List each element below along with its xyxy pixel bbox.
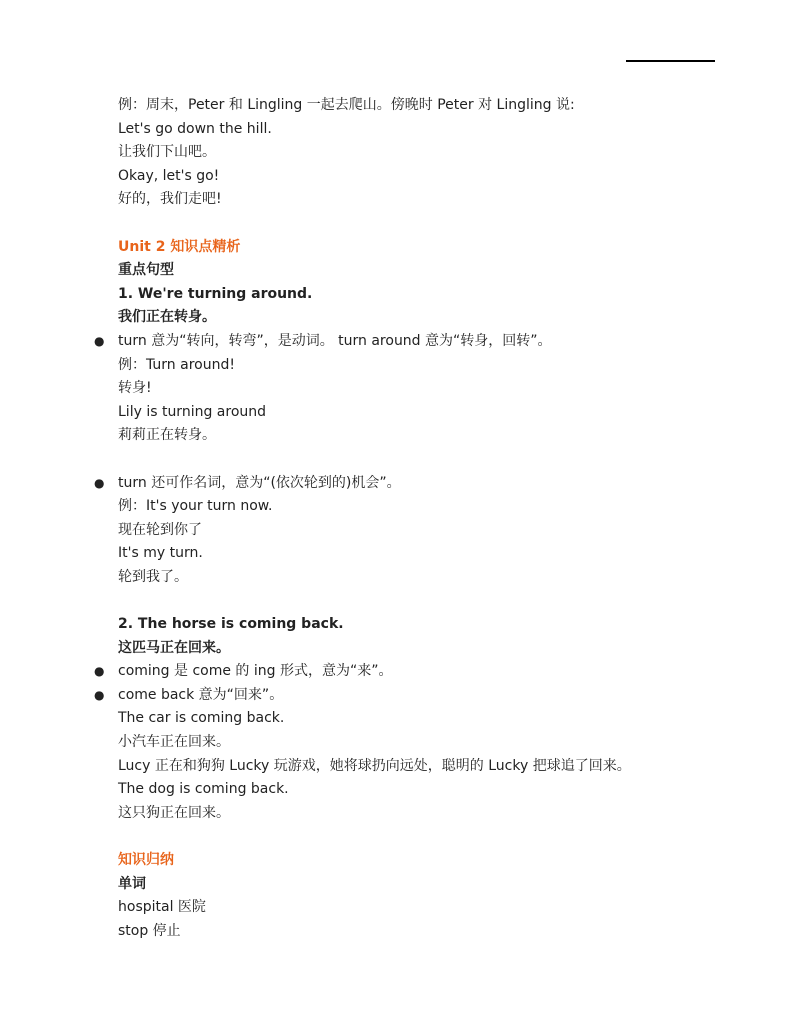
example-line: 现在轮到你了 xyxy=(118,521,202,538)
example-line: 莉莉正在转身。 xyxy=(118,427,216,444)
subheading-key-sentences: 重点句型 xyxy=(118,262,174,279)
example-line: Okay, let's go! xyxy=(118,167,220,184)
bullet-item xyxy=(94,660,758,684)
header-rule xyxy=(626,60,715,62)
example-line: 转身! xyxy=(118,380,152,397)
example-line: Let's go down the hill. xyxy=(118,120,272,137)
example-line: 这只狗正在回来。 xyxy=(118,804,230,821)
word-item: stop 停止 xyxy=(118,922,181,939)
bullet-icon: ● xyxy=(94,687,105,702)
sentence-2-cn: 这匹马正在回来。 xyxy=(118,639,230,656)
bullet-item xyxy=(94,330,758,354)
document-body xyxy=(94,94,758,943)
example-line: 小汽车正在回来。 xyxy=(118,734,230,751)
section-heading-unit2: Unit 2 知识点精析 xyxy=(118,238,241,255)
example-line: 好的，我们走吧! xyxy=(118,191,222,208)
bullet-item xyxy=(94,472,758,496)
word-item: hospital 医院 xyxy=(118,899,206,916)
example-line: The car is coming back. xyxy=(118,710,285,727)
example-line: 例：It's your turn now. xyxy=(118,498,273,515)
sentence-1-cn: 我们正在转身。 xyxy=(118,309,216,326)
example-line: 例：Turn around! xyxy=(118,356,235,373)
bullet-item xyxy=(94,684,758,708)
subheading-words: 单词 xyxy=(118,875,146,892)
bullet-icon: ● xyxy=(94,333,105,348)
bullet-text: come back 意为“回来”。 xyxy=(118,686,284,703)
sentence-1-en: 1. We're turning around. xyxy=(118,285,313,302)
bullet-text: turn 还可作名词，意为“(依次轮到的)机会”。 xyxy=(118,474,401,491)
example-line: Lily is turning around xyxy=(118,403,267,420)
section-heading-summary: 知识归纳 xyxy=(118,852,174,868)
example-line: 轮到我了。 xyxy=(118,568,188,585)
bullet-icon: ● xyxy=(94,475,105,490)
example-line: Lucy 正在和狗狗 Lucky 玩游戏，她将球扔向远处，聪明的 Lucky 把球追了回来。 xyxy=(118,757,631,774)
example-line: It's my turn. xyxy=(118,545,203,562)
bullet-text: turn 意为“转向，转弯”，是动词。 turn around 意为“转身，回转”。 xyxy=(118,332,552,349)
example-intro: 例：周末，Peter 和 Lingling 一起去爬山。傍晚时 Peter 对 Lingling 说: xyxy=(118,97,575,113)
sentence-2-en: 2. The horse is coming back. xyxy=(118,616,344,633)
example-line: The dog is coming back. xyxy=(118,781,289,798)
example-line: 让我们下山吧。 xyxy=(118,144,216,161)
bullet-icon: ● xyxy=(94,664,105,679)
bullet-text: coming 是 come 的 ing 形式，意为“来”。 xyxy=(118,663,393,680)
